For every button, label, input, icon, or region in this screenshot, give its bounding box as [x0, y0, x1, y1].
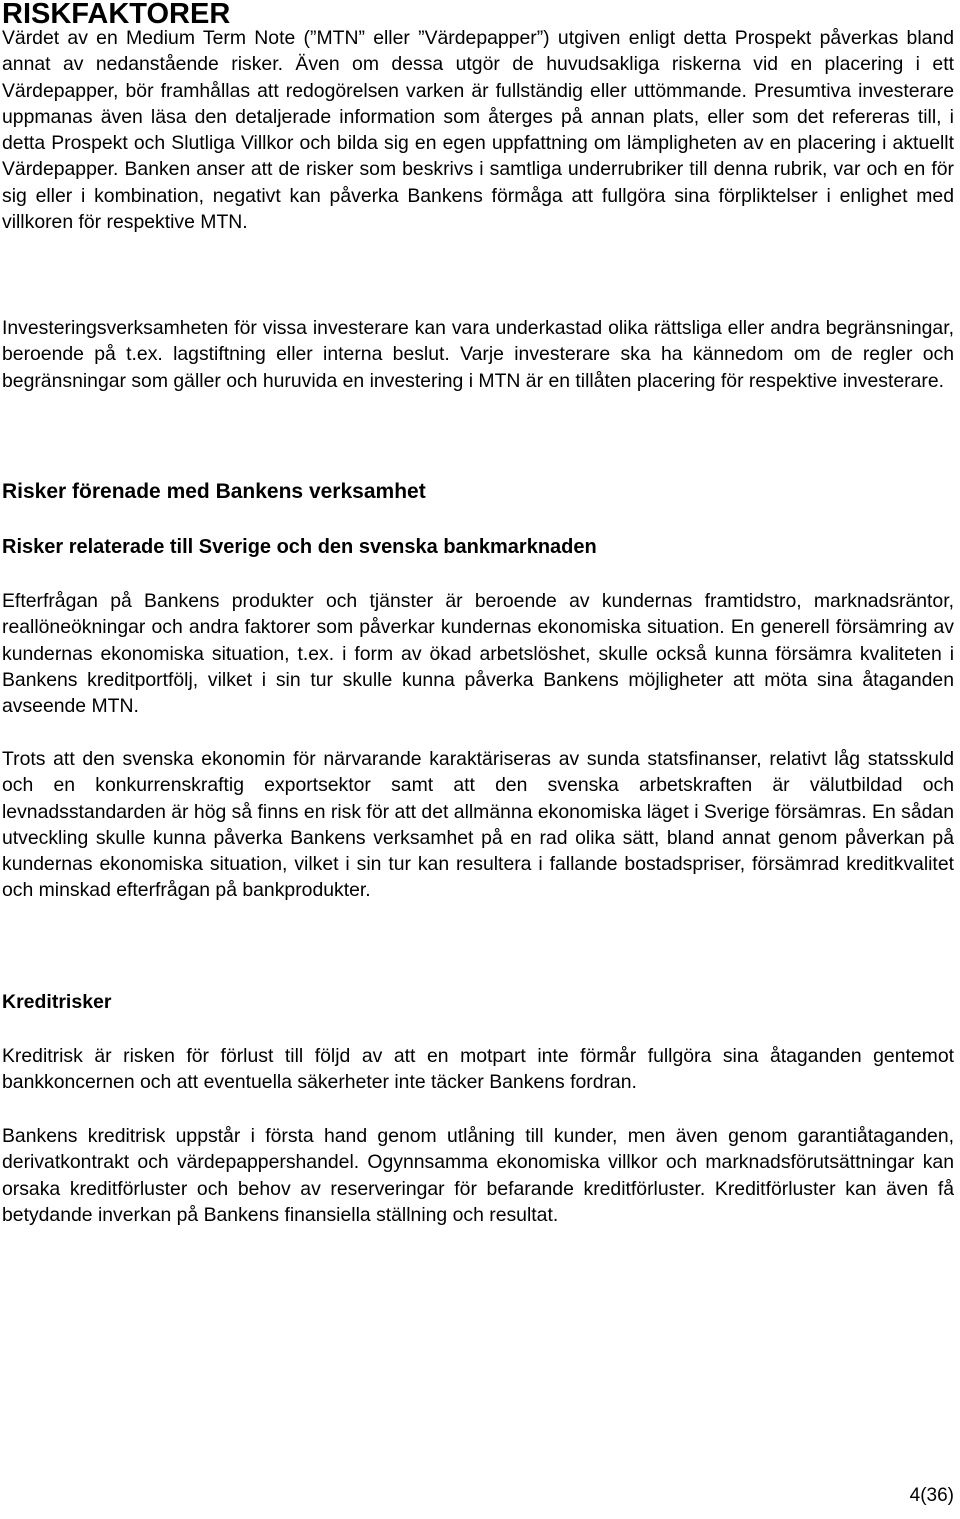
subsection-heading-credit-risks: Kreditrisker	[2, 991, 112, 1013]
sweden-paragraph-1: Efterfrågan på Bankens produkter och tjänster är beroende av kundernas framtidstro, marknadsräntor, reallöneökningar och andra faktorer som påverkar kundernas ekonomiska situation. En generell försämring av kundernas ekonomiska situation, t.ex. i form av ökad arbetslöshet, skulle också kunna försämra kvaliteten i Bankens kreditportfölj, vilket i sin tur skulle kunna påverka Bankens möjligheter att möta sina åtaganden avseende MTN.	[2, 590, 954, 718]
intro-paragraph-1: Värdet av en Medium Term Note (”MTN” eller ”Värdepapper”) utgiven enligt detta Prospekt påverkas bland annat av nedanstående risker. Även om dessa utgör de huvudsakliga riskerna vid en placering i ett Värdepapper, bör framhållas att redogörelsen varken är fullständig eller uttömmande. Presumtiva investerare uppmanas även läsa den detaljerade information som återges på annan plats, eller som det refereras till, i detta Prospekt och Slutliga Villkor och bilda sig en egen uppfattning om lämpligheten av en placering i aktuellt Värdepapper. Banken anser att de risker som beskrivs i samtliga underrubriker till denna rubrik, var och en för sig eller i kombination, negativt kan påverka Bankens förmåga att fullgöra sina förpliktelser i enlighet med villkoren för respektive MTN.	[2, 27, 954, 234]
document-title: RISKFAKTORER	[2, 0, 231, 30]
section-heading-bank-risks: Risker förenade med Bankens verksamhet	[2, 480, 426, 503]
credit-paragraph-1: Kreditrisk är risken för förlust till följd av att en motpart inte förmår fullgöra sina åtaganden gentemot bankkoncernen och att eventuella säkerheter inte täcker Bankens fordran.	[2, 1045, 954, 1094]
credit-paragraph-2: Bankens kreditrisk uppstår i första hand genom utlåning till kunder, men även genom garantiåtaganden, derivatkontrakt och värdepappershandel. Ogynnsamma ekonomiska villkor och marknadsförutsättningar kan orsaka kreditförluster och behov av reserveringar för befarande kreditförluster. Kreditförluster kan även få betydande inverkan på Bankens finansiella ställning och resultat.	[2, 1125, 954, 1226]
intro-paragraph-2: Investeringsverksamheten för vissa investerare kan vara underkastad olika rättsliga eller andra begränsningar, beroende på t.ex. lagstiftning eller interna beslut. Varje investerare ska ha kännedom om de regler och begränsningar som gäller och huruvida en investering i MTN är en tillåten placering för respektive investerare.	[2, 317, 954, 392]
sweden-paragraph-2: Trots att den svenska ekonomin för närvarande karaktäriseras av sunda statsfinanser, relativt låg statsskuld och en konkurrenskraftig exportsektor samt att den svenska arbetskraften är välutbildad och levnadsstandarden är hög så finns en risk för att det allmänna ekonomiska läget i Sverige försämras. En sådan utveckling skulle kunna påverka Bankens verksamhet på en rad olika sätt, bland annat genom påverkan på kundernas ekonomiska situation, vilket i sin tur kan resultera i fallande bostadspriser, försämrad kreditkvalitet och minskad efterfrågan på bankprodukter.	[2, 748, 954, 902]
subsection-heading-sweden: Risker relaterade till Sverige och den svenska bankmarknaden	[2, 536, 597, 558]
page-number: 4(36)	[909, 1485, 954, 1506]
